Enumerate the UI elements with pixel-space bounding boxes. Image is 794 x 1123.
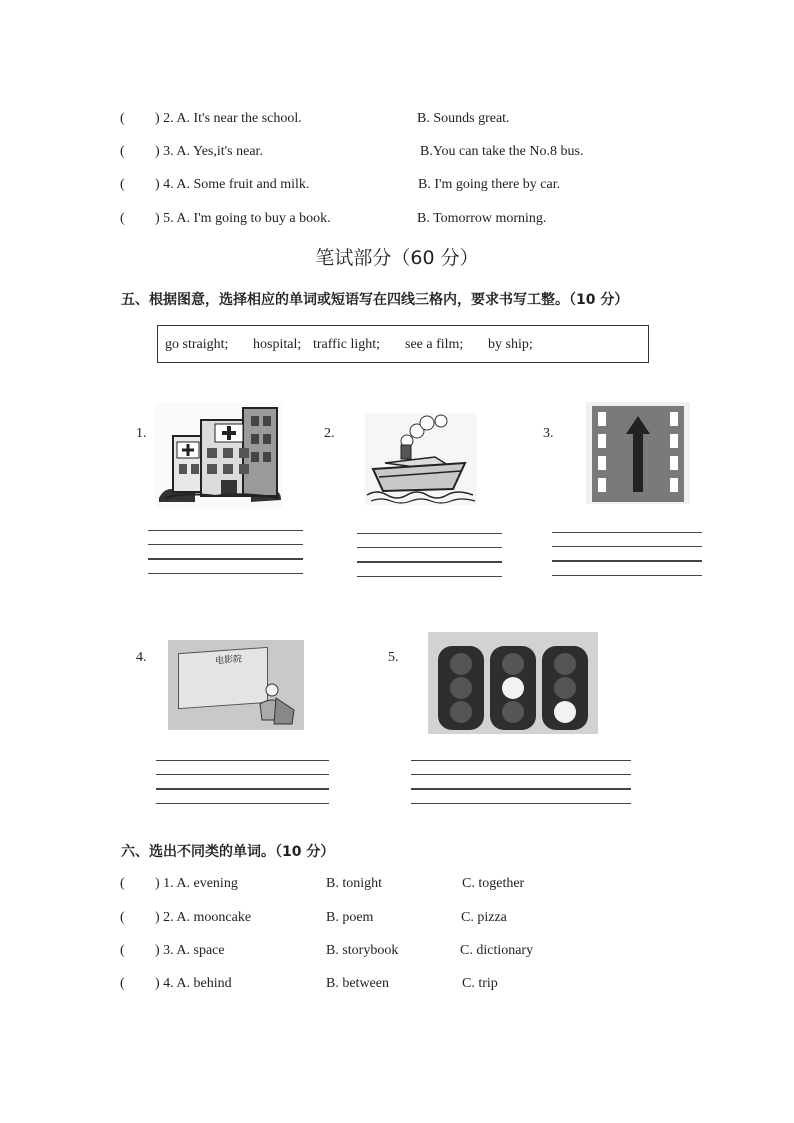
go-straight-picture	[586, 402, 690, 504]
question-option-c: C. pizza	[461, 910, 507, 925]
word-bank-item: by ship;	[488, 337, 533, 352]
four-line-grid[interactable]	[411, 760, 631, 806]
section6-heading: 六、选出不同类的单词。（10 分）	[121, 844, 335, 860]
word-bank-item: hospital;	[253, 337, 302, 352]
question-option-a: ) 3. A. space	[155, 943, 225, 958]
question-option-a: ) 4. A. behind	[155, 976, 232, 991]
question-option-b: B. tonight	[326, 876, 383, 891]
item-number: 1.	[136, 426, 147, 441]
answer-paren[interactable]: (	[120, 177, 125, 192]
hospital-picture	[155, 402, 283, 508]
item-number: 2.	[324, 426, 335, 441]
item-number: 5.	[388, 650, 399, 665]
question-option-a: ) 3. A. Yes,it's near.	[155, 144, 263, 159]
answer-paren[interactable]: (	[120, 111, 125, 126]
question-option-b: B.You can take the No.8 bus.	[420, 144, 584, 159]
word-bank-item: see a film;	[405, 337, 464, 352]
four-line-grid[interactable]	[156, 760, 329, 806]
question-option-a: ) 1. A. evening	[155, 876, 238, 891]
four-line-grid[interactable]	[552, 532, 702, 578]
item-number: 3.	[543, 426, 554, 441]
section5-heading: 五、根据图意，选择相应的单词或短语写在四线三格内，要求书写工整。（10 分）	[121, 292, 629, 308]
answer-paren[interactable]: (	[120, 943, 125, 958]
word-bank-item: traffic light;	[313, 337, 380, 352]
four-line-grid[interactable]	[148, 530, 303, 576]
answer-paren[interactable]: (	[120, 876, 125, 891]
four-line-grid[interactable]	[357, 533, 502, 579]
item-number: 4.	[136, 650, 147, 665]
word-bank-box	[157, 325, 649, 363]
question-option-b: B. I'm going there by car.	[418, 177, 561, 192]
question-option-c: C. dictionary	[460, 943, 534, 958]
question-option-c: C. together	[462, 876, 525, 891]
question-option-b: B. Sounds great.	[417, 111, 510, 126]
question-option-b: B. Tomorrow morning.	[417, 211, 547, 226]
viewer-in-seat-icon	[254, 680, 298, 726]
answer-paren[interactable]: (	[120, 976, 125, 991]
written-part-title: 笔试部分（60 分）	[315, 247, 479, 269]
question-option-a: ) 2. A. mooncake	[155, 910, 252, 925]
question-option-b: B. between	[326, 976, 389, 991]
question-option-a: ) 2. A. It's near the school.	[155, 111, 302, 126]
answer-paren[interactable]: (	[120, 144, 125, 159]
see-a-film-picture	[168, 640, 304, 730]
question-option-a: ) 4. A. Some fruit and milk.	[155, 177, 310, 192]
cinema-sign: 电影院	[215, 654, 243, 667]
question-option-c: C. trip	[462, 976, 498, 991]
answer-paren[interactable]: (	[120, 211, 125, 226]
traffic-light-picture	[428, 632, 598, 734]
question-option-a: ) 5. A. I'm going to buy a book.	[155, 211, 331, 226]
question-option-b: B. poem	[326, 910, 374, 925]
ship-picture	[365, 413, 477, 505]
question-option-b: B. storybook	[326, 943, 399, 958]
word-bank-item: go straight;	[165, 337, 229, 352]
answer-paren[interactable]: (	[120, 910, 125, 925]
